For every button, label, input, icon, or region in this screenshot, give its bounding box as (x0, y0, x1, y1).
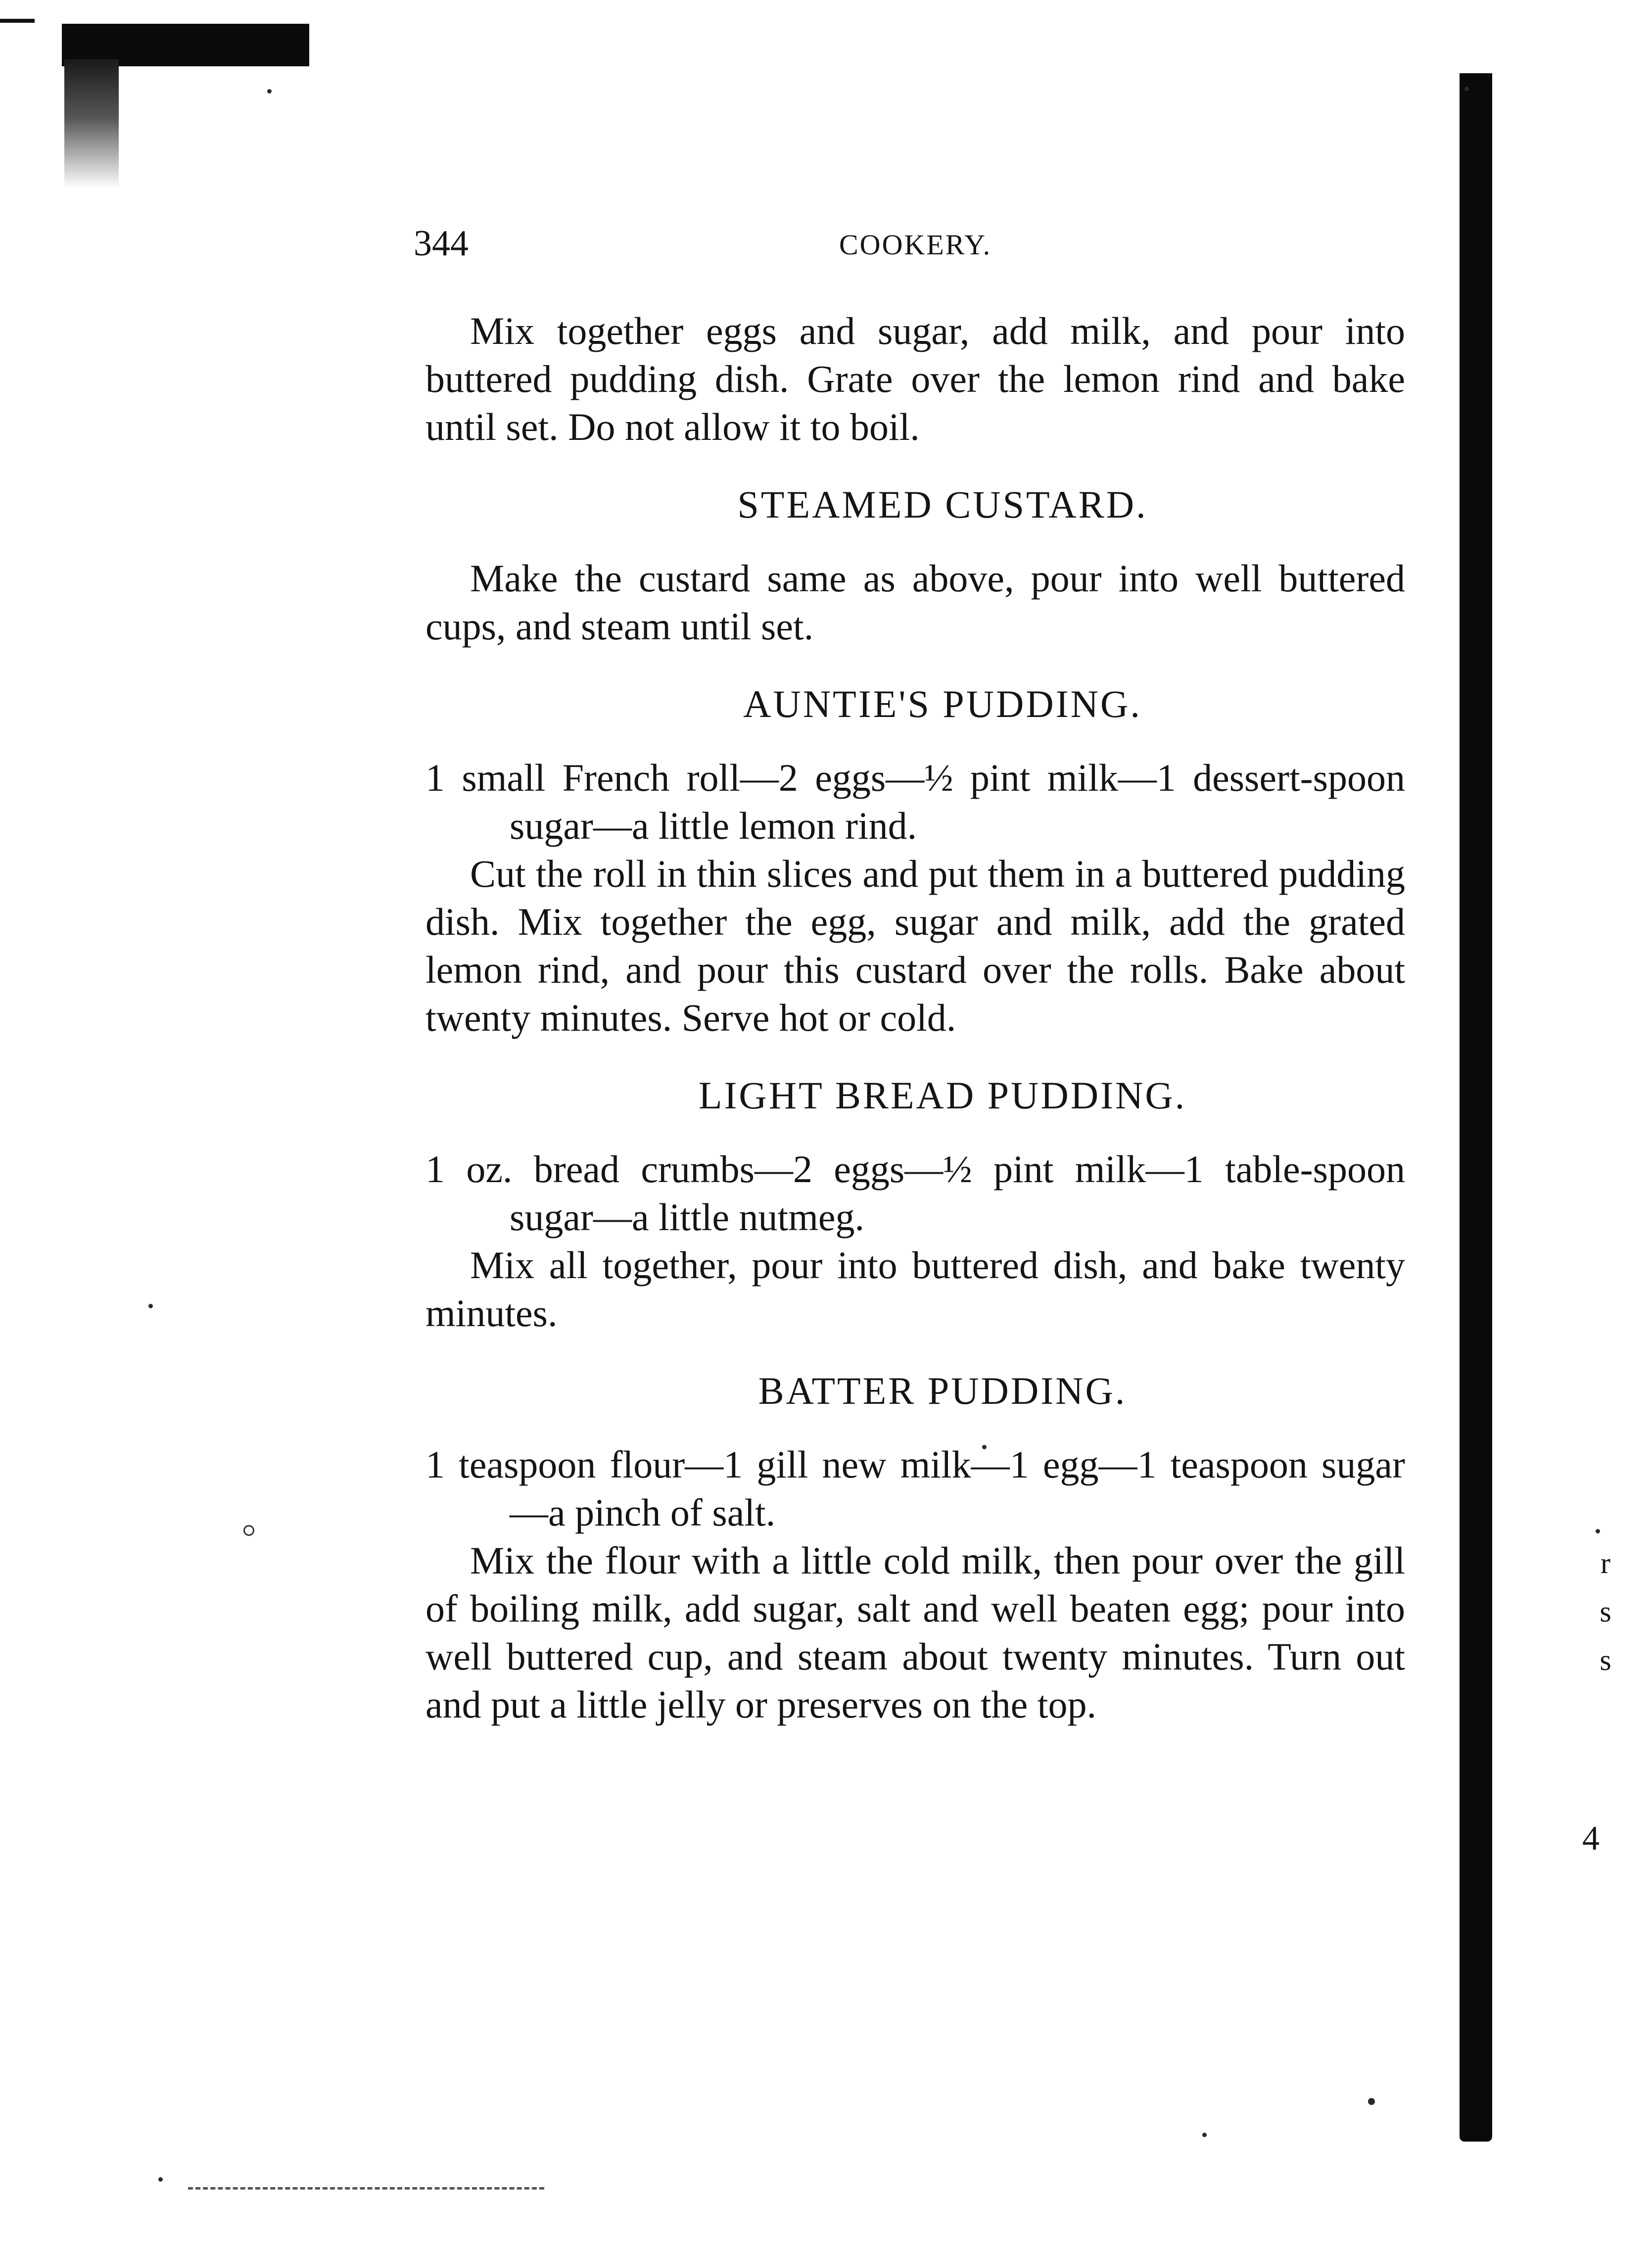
recipe-method-batter-pudding: Mix the flour with a little cold milk, then pour over the gill of boiling milk, add sugar, salt and well beaten egg; pour into well buttered cup, and steam about twenty minutes. Turn out and put a little jelly or preserves on the top. (425, 1539, 1405, 1726)
recipe-method-light-bread-pudding: Mix all together, pour into buttered dish, and bake twenty minutes. (425, 1243, 1405, 1335)
recipe-title-batter-pudding: BATTER PUDDING. (758, 1369, 1127, 1412)
page-number: 344 (414, 223, 469, 264)
scan-ink-dash (0, 19, 35, 23)
running-head: COOKERY. (839, 229, 992, 261)
recipe-ingredients-light-bread-pudding: 1 oz. bread crumbs—2 eggs—½ pint milk—1 table-spoon sugar—a little nutmeg. (425, 1147, 1405, 1239)
scan-bottom-rule (188, 2187, 544, 2190)
facing-page-letters (1591, 1539, 1620, 1684)
scan-speck (158, 2177, 163, 2182)
scan-speck (1464, 87, 1469, 91)
recipe-ingredients-aunties-pudding: 1 small French roll—2 eggs—½ pint milk—1 dessert-spoon sugar—a little lemon rind. (425, 756, 1405, 847)
scan-speck (1596, 1529, 1600, 1533)
page-body (425, 307, 1405, 1728)
scan-speck (1368, 2098, 1375, 2105)
page-spine-shadow (1460, 73, 1492, 2142)
recipe-title-light-bread-pudding: LIGHT BREAD PUDDING. (698, 1074, 1187, 1117)
facing-page-number: 4 (1582, 1819, 1600, 1858)
intro-paragraph: Mix together eggs and sugar, add milk, and pour into buttered pudding dish. Grate over the lemon rind and bake until set. Do not allow it to boil. (425, 309, 1405, 448)
facing-page-letter: s (1600, 1644, 1611, 1676)
scan-speck (1202, 2133, 1207, 2137)
recipe-title-aunties-pudding: AUNTIE'S PUDDING. (743, 682, 1142, 725)
recipe-method-aunties-pudding: Cut the roll in thin slices and put them in a buttered pudding dish. Mix together the egg, sugar and milk, add the grated lemon rind, and pour this custard over the rolls. Bake about twenty minutes. Serve hot or cold. (425, 852, 1405, 1039)
scan-ink-drip (64, 59, 119, 188)
facing-page-letter: s (1600, 1595, 1611, 1628)
scan-ring-mark (243, 1525, 254, 1536)
recipe-method-steamed-custard: Make the custard same as above, pour into well buttered cups, and steam until set. (425, 557, 1405, 648)
scan-speck (148, 1304, 153, 1308)
recipe-ingredients-batter-pudding: 1 teaspoon flour—1 gill new milk—1 egg—1 teaspoon sugar—a pinch of salt. (425, 1443, 1405, 1534)
page-header (414, 224, 1408, 263)
facing-page-letter: r (1601, 1547, 1610, 1579)
scan-speck (267, 89, 272, 94)
recipe-title-steamed-custard: STEAMED CUSTARD. (737, 483, 1148, 526)
